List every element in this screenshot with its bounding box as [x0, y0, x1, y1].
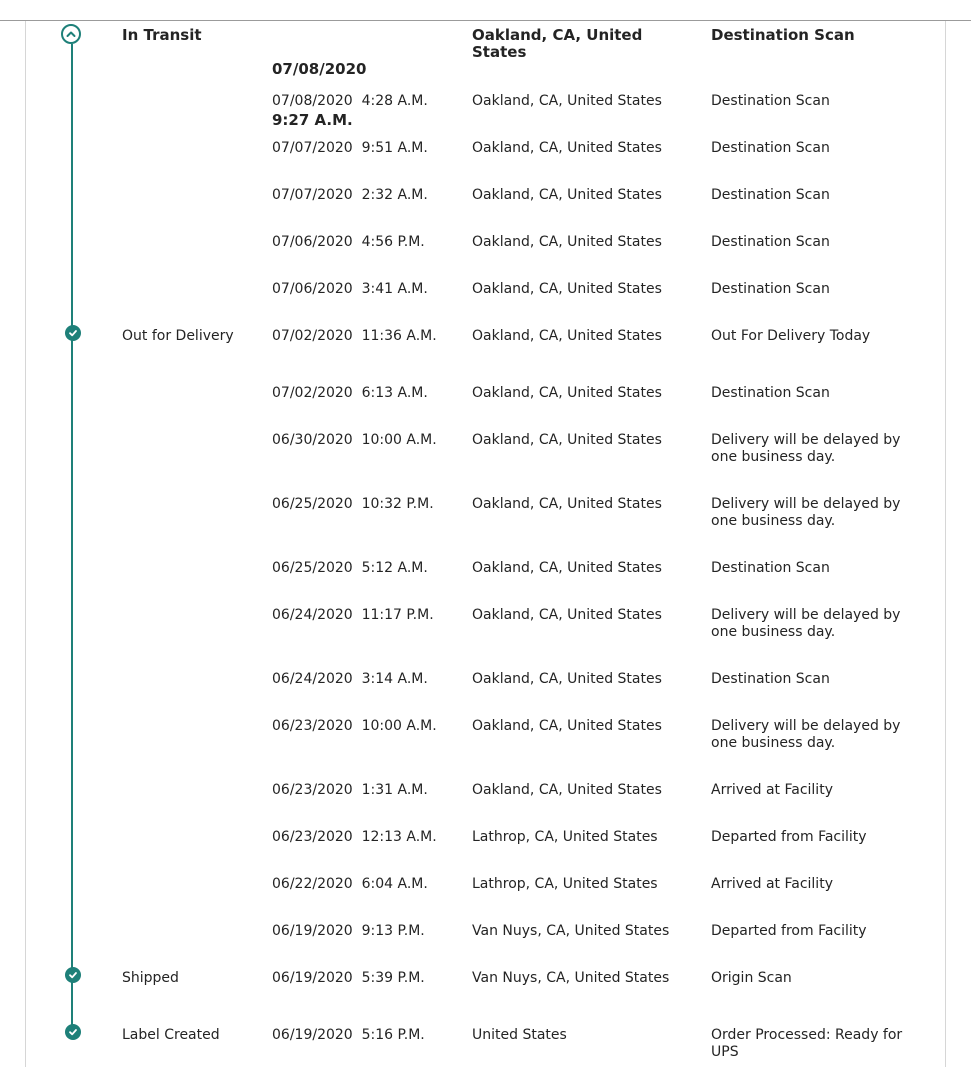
status-label: Shipped — [122, 970, 179, 986]
event-date: 06/23/2020 — [272, 829, 353, 845]
event-activity: Delivery will be delayed by one business day. — [711, 607, 901, 640]
event-location: Oakland, CA, United States — [472, 782, 662, 798]
event-date: 06/19/2020 — [272, 923, 353, 939]
event-activity: Origin Scan — [711, 970, 792, 986]
event-datetime — [272, 782, 462, 799]
event-activity: Destination Scan — [711, 140, 830, 156]
event-location: Oakland, CA, United States — [472, 560, 662, 576]
event-location: Oakland, CA, United States — [472, 718, 662, 734]
status-label: Out for Delivery — [122, 328, 234, 344]
event-location: Oakland, CA, United States — [472, 671, 662, 687]
event-date: 06/24/2020 — [272, 671, 353, 687]
event-time: 9:51 A.M. — [361, 140, 428, 156]
event-datetime — [272, 970, 462, 987]
event-activity: Destination Scan — [711, 385, 830, 401]
timeline-line — [71, 44, 73, 1034]
event-activity: Arrived at Facility — [711, 782, 833, 798]
collapse-toggle-button[interactable] — [61, 24, 81, 44]
event-date: 07/06/2020 — [272, 281, 353, 297]
event-date: 06/25/2020 — [272, 496, 353, 512]
event-location: Oakland, CA, United States — [472, 234, 662, 250]
event-location: Oakland, CA, United States — [472, 607, 662, 623]
checkmark-icon — [68, 328, 78, 338]
event-activity: Destination Scan — [711, 560, 830, 576]
event-activity: Destination Scan — [711, 26, 855, 44]
event-date: 07/07/2020 — [272, 187, 353, 203]
event-date: 06/24/2020 — [272, 607, 353, 623]
event-time: 3:41 A.M. — [361, 281, 428, 297]
event-location: United States — [472, 1027, 567, 1043]
event-datetime — [272, 671, 462, 688]
event-activity: Out For Delivery Today — [711, 328, 871, 344]
event-time: 5:16 P.M. — [361, 1027, 425, 1043]
event-time: 5:12 A.M. — [361, 560, 428, 576]
event-datetime — [272, 718, 462, 735]
milestone-check-icon — [65, 1024, 81, 1040]
event-datetime — [272, 187, 462, 204]
event-date: 06/23/2020 — [272, 718, 353, 734]
event-location: Lathrop, CA, United States — [472, 876, 658, 892]
event-time: 6:13 A.M. — [361, 385, 428, 401]
event-date: 06/25/2020 — [272, 560, 353, 576]
event-activity: Destination Scan — [711, 187, 830, 203]
checkmark-icon — [68, 970, 78, 980]
event-datetime — [272, 560, 462, 577]
event-location: Oakland, CA, United States — [472, 140, 662, 156]
event-location: Oakland, CA, United States — [472, 187, 662, 203]
event-date: 06/23/2020 — [272, 782, 353, 798]
event-date: 07/08/2020 — [272, 93, 353, 109]
event-time: 12:13 A.M. — [361, 829, 437, 845]
checkmark-icon — [68, 1027, 78, 1037]
event-activity: Delivery will be delayed by one business day. — [711, 718, 901, 751]
event-datetime — [272, 385, 462, 402]
event-date: 07/06/2020 — [272, 234, 353, 250]
event-time: 4:56 P.M. — [361, 234, 425, 250]
event-datetime — [272, 607, 462, 624]
event-location: Oakland, CA, United States — [472, 328, 662, 344]
event-time: 11:17 P.M. — [361, 607, 434, 623]
event-activity: Destination Scan — [711, 93, 830, 109]
event-location: Van Nuys, CA, United States — [472, 923, 670, 939]
event-datetime — [272, 829, 462, 846]
event-activity: Delivery will be delayed by one business day. — [711, 432, 901, 465]
event-datetime — [272, 496, 462, 513]
chevron-up-icon — [65, 28, 77, 40]
event-time: 1:31 A.M. — [361, 782, 428, 798]
event-date: 07/07/2020 — [272, 140, 353, 156]
event-activity: Destination Scan — [711, 281, 830, 297]
event-date: 07/02/2020 — [272, 328, 353, 344]
event-activity: Destination Scan — [711, 234, 830, 250]
event-datetime — [272, 328, 462, 345]
event-activity: Arrived at Facility — [711, 876, 833, 892]
event-date: 06/22/2020 — [272, 876, 353, 892]
event-time: 3:14 A.M. — [361, 671, 428, 687]
event-location: Oakland, CA, United States — [472, 281, 662, 297]
event-activity: Departed from Facility — [711, 829, 867, 845]
event-time: 10:32 P.M. — [361, 496, 434, 512]
event-location: Oakland, CA, United States — [472, 432, 662, 448]
event-date: 07/02/2020 — [272, 385, 353, 401]
event-location: Lathrop, CA, United States — [472, 829, 658, 845]
event-datetime — [272, 281, 462, 298]
event-time: 10:00 A.M. — [361, 718, 437, 734]
event-time: 5:39 P.M. — [361, 970, 425, 986]
shipment-progress-panel — [25, 21, 946, 1067]
event-datetime — [272, 234, 462, 251]
event-datetime — [272, 1027, 462, 1044]
event-date: 07/08/2020 — [272, 60, 367, 78]
status-label: Label Created — [122, 1027, 220, 1043]
event-location: Oakland, CA, United States — [472, 496, 662, 512]
event-time: 9:13 P.M. — [361, 923, 425, 939]
event-activity: Order Processed: Ready for UPS — [711, 1027, 903, 1060]
event-datetime — [272, 876, 462, 893]
event-date: 06/30/2020 — [272, 432, 353, 448]
event-location: Van Nuys, CA, United States — [472, 970, 670, 986]
event-datetime — [272, 432, 462, 449]
event-date: 06/19/2020 — [272, 1027, 353, 1043]
event-time: 4:28 A.M. — [361, 93, 428, 109]
event-time: 11:36 A.M. — [361, 328, 437, 344]
event-location: Oakland, CA, United States — [472, 26, 643, 61]
event-location: Oakland, CA, United States — [472, 385, 662, 401]
event-activity: Delivery will be delayed by one business day. — [711, 496, 901, 529]
milestone-check-icon — [65, 967, 81, 983]
milestone-check-icon — [65, 325, 81, 341]
event-activity: Destination Scan — [711, 671, 830, 687]
event-location: Oakland, CA, United States — [472, 93, 662, 109]
event-time: 6:04 A.M. — [361, 876, 428, 892]
event-time: 10:00 A.M. — [361, 432, 437, 448]
status-label: In Transit — [122, 26, 202, 44]
event-datetime — [272, 93, 462, 110]
event-datetime — [272, 923, 462, 940]
event-activity: Departed from Facility — [711, 923, 867, 939]
event-time: 9:27 A.M. — [272, 111, 353, 129]
event-date: 06/19/2020 — [272, 970, 353, 986]
event-time: 2:32 A.M. — [361, 187, 428, 203]
event-datetime — [272, 140, 462, 157]
